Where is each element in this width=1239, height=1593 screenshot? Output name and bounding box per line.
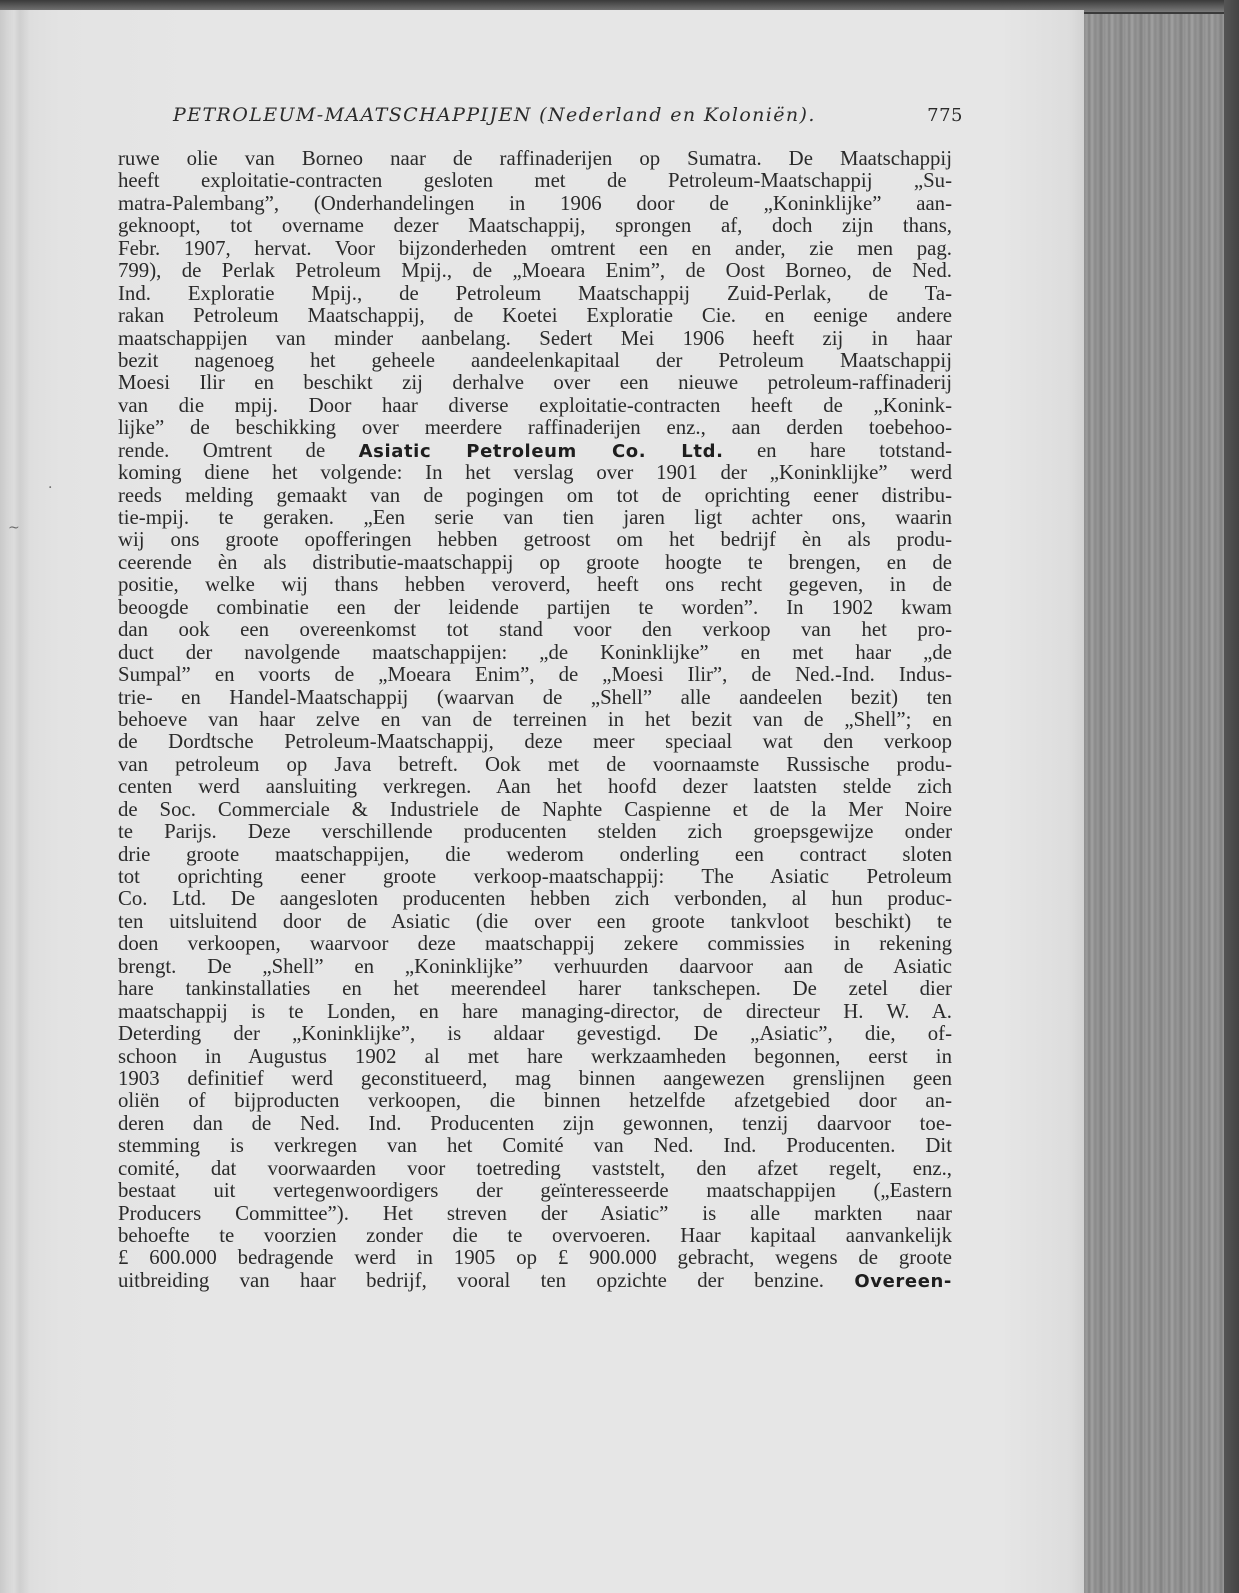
text-segment: tot oprichting eener groote verkoop-maatschappij: The Asiatic Petroleum (118, 865, 952, 888)
text-segment: de Soc. Commerciale & Industriele de Naphte Caspienne et de la Mer Noire (118, 797, 952, 821)
text-line (118, 529, 952, 551)
text-line (118, 776, 952, 798)
text-segment: van petroleum op Java betreft. Ook met de voornaamste Russische produ- (118, 752, 952, 776)
text-segment: stemming is verkregen van het Comité van Ned. Ind. Producenten. Dit (118, 1134, 952, 1158)
text-line (118, 1158, 952, 1180)
text-line (118, 664, 952, 686)
text-segment: dan ook een overeenkomst tot stand voor den verkoop van het pro- (118, 618, 952, 642)
text-line (118, 193, 952, 215)
text-segment: schoon in Augustus 1902 al met hare werkzaamheden begonnen, eerst in (118, 1044, 952, 1068)
text-line (118, 687, 952, 709)
text-segment: bezit nagenoeg het geheele aandeelenkapitaal der Petroleum Maatschappij (118, 348, 952, 372)
text-line (118, 1113, 952, 1135)
running-head-title: PETROLEUM-MAATSCHAPPIJEN (Nederland en Koloniën). (173, 104, 816, 126)
text-line (118, 1001, 952, 1023)
text-line (118, 350, 952, 372)
text-line (118, 821, 952, 843)
text-segment: tie-mpij. te geraken. „Een serie van tien jaren ligt achter ons, waarin (118, 506, 952, 529)
text-line (118, 754, 952, 776)
text-line (118, 462, 952, 484)
text-segment: maatschappijen van minder aanbelang. Sedert Mei 1906 heeft zij in haar (118, 326, 952, 350)
text-line (118, 305, 952, 327)
text-segment: comité, dat voorwaarden voor toetreding vaststelt, den afzet regelt, enz., (118, 1156, 952, 1180)
text-segment: Deterding der „Koninklijke”, is aldaar gevestigd. De „Asiatic”, die, of- (118, 1022, 952, 1046)
text-line (118, 507, 952, 529)
margin-mark: · (48, 480, 53, 496)
text-segment: behoeve van haar zelve en van de terreinen in het bezit van de „Shell”; en (118, 707, 952, 731)
text-segment: duct der navolgende maatschappijen: „de Koninklijke” en met haar „de (118, 640, 952, 664)
text-line (118, 799, 952, 821)
text-line (118, 283, 952, 305)
text-line (118, 148, 952, 170)
text-segment: beoogde combinatie een der leidende partijen te worden”. In 1902 kwam (118, 595, 952, 619)
text-segment: reeds melding gemaakt van de pogingen om tot de oprichting eener distribu- (118, 483, 952, 507)
text-segment: deren dan de Ned. Ind. Producenten zijn gewonnen, tenzij daarvoor toe- (118, 1111, 952, 1135)
book-page-stack-edges (1084, 14, 1224, 1593)
text-line (118, 911, 952, 933)
text-segment: ten uitsluitend door de Asiatic (die over een groote tankvloot beschikt) te (118, 909, 952, 933)
text-line (118, 552, 952, 574)
page-number: 775 (927, 105, 963, 126)
text-segment: Sumpal” en voorts de „Moeara Enim”, de „Moesi Ilir”, de Ned.-Ind. Indus- (118, 663, 952, 687)
text-segment: koming diene het volgende: In het verslag over 1901 der „Koninklijke” werd (118, 461, 952, 485)
text-line (118, 260, 952, 282)
text-line (118, 1090, 952, 1112)
text-segment: wij ons groote opofferingen hebben getroost om het bedrijf èn als produ- (118, 528, 952, 552)
text-line (118, 888, 952, 910)
text-segment: Febr. 1907, hervat. Voor bijzonderheden omtrent een en ander, zie men pag. (118, 236, 952, 260)
text-segment: brengt. De „Shell” en „Koninklijke” verhuurden daarvoor aan de Asiatic (118, 954, 952, 978)
text-line (118, 170, 952, 192)
text-line (118, 1203, 952, 1225)
text-line (118, 215, 952, 237)
text-line (118, 642, 952, 664)
text-segment: positie, welke wij thans hebben veroverd, heeft ons recht gegeven, in de (118, 573, 952, 597)
margin-mark: ~ (8, 520, 20, 536)
text-line (118, 1135, 952, 1157)
text-line (118, 619, 952, 641)
text-segment: 1903 definitief werd geconstitueerd, mag binnen aangewezen grenslijnen geen (118, 1066, 952, 1090)
text-line (118, 1270, 952, 1292)
text-segment: drie groote maatschappijen, die wederom onderling een contract sloten (118, 842, 952, 866)
text-line (118, 328, 952, 350)
text-segment: ruwe olie van Borneo naar de raffinaderijen op Sumatra. De Maatschappij (118, 147, 952, 170)
text-line (118, 866, 952, 888)
book-page (0, 10, 1084, 1593)
text-line (118, 597, 952, 619)
text-segment: uitbreiding van haar bedrijf, vooral ten opzichte der benzine. (118, 1268, 855, 1292)
text-line (118, 844, 952, 866)
bold-company-name: Overeen- (854, 1270, 952, 1292)
text-line (118, 1247, 952, 1269)
text-line (118, 372, 952, 394)
text-segment: 799), de Perlak Petroleum Mpij., de „Moeara Enim”, de Oost Borneo, de Ned. (118, 259, 952, 283)
text-segment: Producers Committee”). Het streven der Asiatic” is alle markten naar (118, 1201, 952, 1225)
text-segment: te Parijs. Deze verschillende producenten stelden zich groepsgewijze onder (118, 820, 952, 844)
text-line (118, 1180, 952, 1202)
text-segment: Co. Ltd. De aangesloten producenten hebben zich verbonden, al hun produc- (118, 887, 952, 911)
text-segment: Moesi Ilir en beschikt zij derhalve over een nieuwe petroleum-raffinaderij (118, 371, 952, 395)
text-segment: doen verkoopen, waarvoor deze maatschappij zekere commissies in rekening (118, 932, 952, 956)
text-line (118, 485, 952, 507)
text-line (118, 1225, 952, 1247)
text-segment: £ 600.000 bedragende werd in 1905 op £ 900.000 gebracht, wegens de groote (118, 1246, 952, 1270)
text-segment: centen werd aansluiting verkregen. Aan het hoofd dezer laatsten stelde zich (118, 775, 952, 799)
text-segment: geknoopt, tot overname dezer Maatschappij, sprongen af, doch zijn thans, (118, 214, 952, 238)
text-segment: en hare totstand- (723, 438, 952, 462)
text-segment: hare tankinstallaties en het meerendeel harer tankschepen. De zetel dier (118, 977, 952, 1001)
text-segment: rende. Omtrent de (118, 438, 359, 462)
text-segment: ceerende èn als distributie-maatschappij op groote hoogte te brengen, en de (118, 550, 952, 574)
text-segment: rakan Petroleum Maatschappij, de Koetei Exploratie Cie. en eenige andere (118, 304, 952, 328)
text-segment: maatschappij is te Londen, en hare managing-director, de directeur H. W. A. (118, 999, 952, 1023)
text-line (118, 933, 952, 955)
text-line (118, 440, 952, 462)
text-segment: Ind. Exploratie Mpij., de Petroleum Maatschappij Zuid-Perlak, de Ta- (118, 281, 952, 305)
running-head (173, 104, 963, 134)
body-text (118, 148, 952, 1292)
text-line (118, 417, 952, 439)
text-line (118, 1046, 952, 1068)
text-segment: heeft exploitatie-contracten gesloten met de Petroleum-Maatschappij „Su- (118, 169, 952, 193)
text-line (118, 1023, 952, 1045)
text-segment: bestaat uit vertegenwoordigers der geïnteresseerde maatschappijen („Eastern (118, 1179, 952, 1203)
text-segment: van die mpij. Door haar diverse exploitatie-contracten heeft de „Konink- (118, 393, 952, 417)
text-line (118, 238, 952, 260)
text-line (118, 978, 952, 1000)
text-segment: matra-Palembang”, (Onderhandelingen in 1906 door de „Koninklijke” aan- (118, 191, 952, 215)
text-segment: trie- en Handel-Maatschappij (waarvan de „Shell” alle aandeelen bezit) ten (118, 685, 952, 709)
text-line (118, 395, 952, 417)
text-segment: lijke” de beschikking over meerdere raffinaderijen enz., aan derden toebehoo- (118, 416, 952, 440)
text-line (118, 1068, 952, 1090)
text-segment: oliën of bijproducten verkoopen, die binnen hetzelfde afzetgebied door an- (118, 1089, 952, 1113)
book-cover-edge (1224, 0, 1239, 1593)
text-segment: behoefte te voorzien zonder die te overvoeren. Haar kapitaal aanvankelijk (118, 1224, 952, 1247)
text-segment: de Dordtsche Petroleum-Maatschappij, deze meer speciaal wat den verkoop (118, 730, 952, 754)
bold-company-name: Asiatic Petroleum Co. Ltd. (358, 440, 724, 462)
text-line (118, 709, 952, 731)
text-line (118, 956, 952, 978)
text-line (118, 731, 952, 753)
text-line (118, 574, 952, 596)
